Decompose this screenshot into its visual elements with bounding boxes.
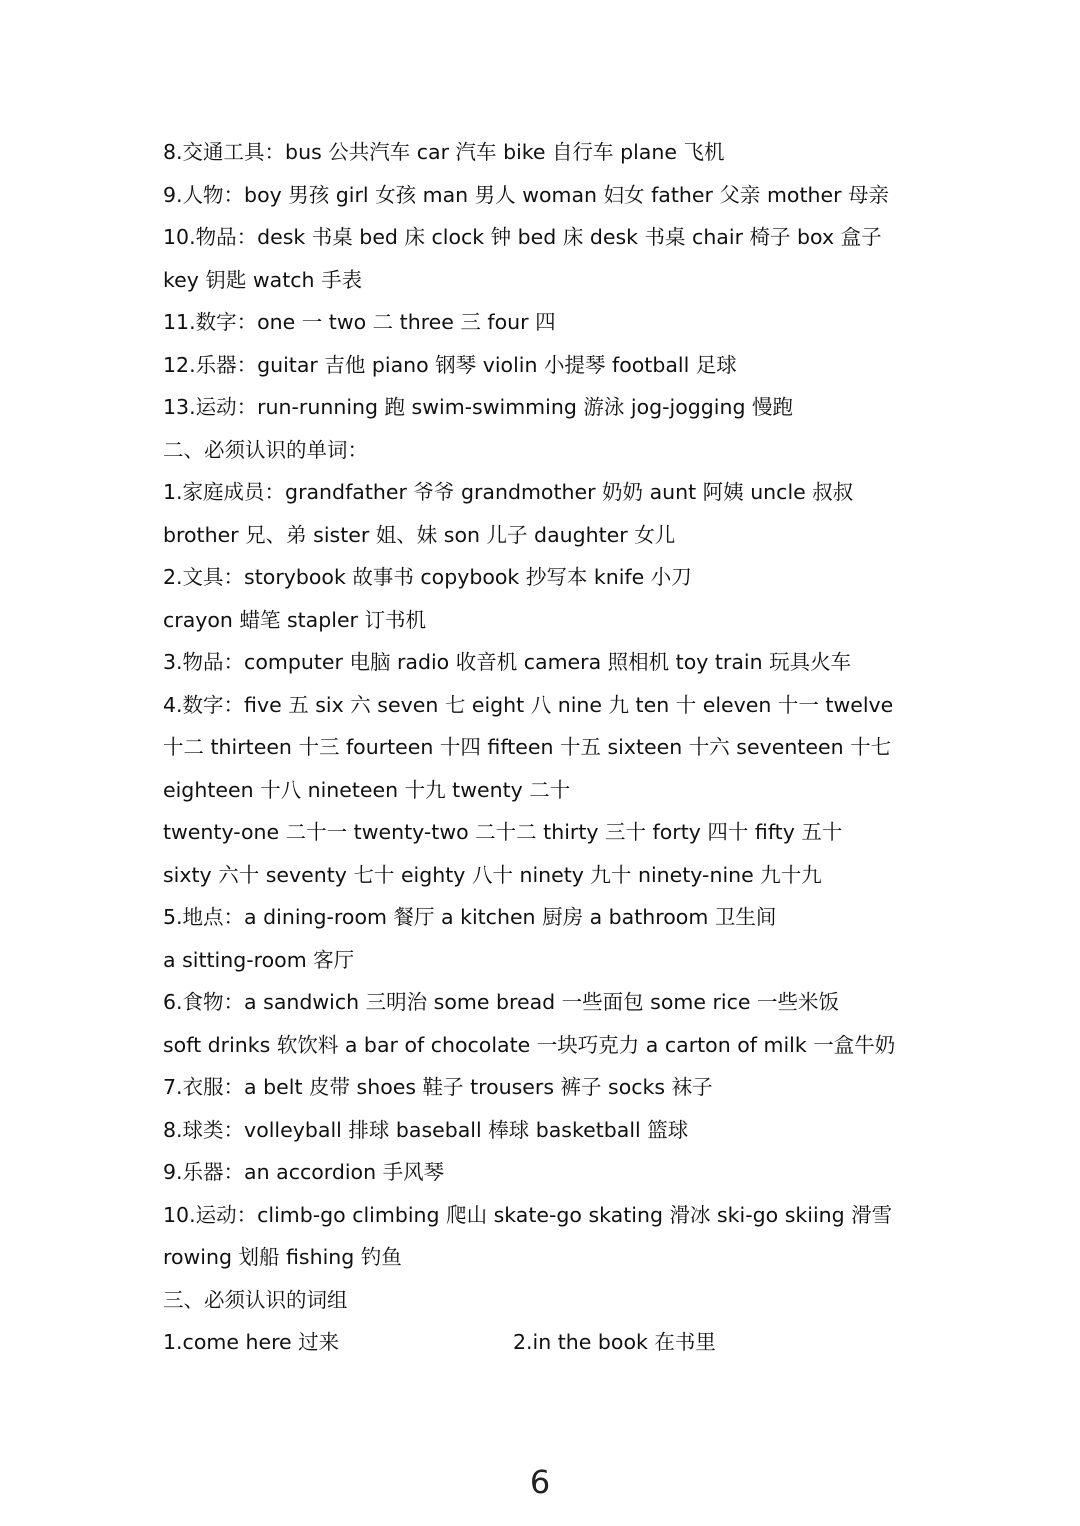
text-line: 10.运动：climb-go climbing 爬山 skate-go skating 滑冰 ski-go skiing 滑雪 xyxy=(163,1202,893,1227)
text-line: soft drinks 软饮料 a bar of chocolate 一块巧克力 a carton of milk 一盒牛奶 xyxy=(163,1032,896,1057)
text-line: key 钥匙 watch 手表 xyxy=(163,267,363,292)
text-line: 13.运动：run-running 跑 swim-swimming 游泳 jog-jogging 慢跑 xyxy=(163,395,794,419)
text-line: 8.交通工具：bus 公共汽车 car 汽车 bike 自行车 plane 飞机 xyxy=(163,140,725,164)
phrase-left: 1.come here 过来 xyxy=(163,1330,340,1354)
text-line: 11.数字：one 一 two 二 three 三 four 四 xyxy=(163,310,556,334)
text-line: 9.乐器：an accordion 手风琴 xyxy=(163,1160,445,1184)
text-line: twenty-one 二十一 twenty-two 二十二 thirty 三十 forty 四十 fifty 五十 xyxy=(163,820,843,844)
text-line: brother 兄、弟 sister 姐、妹 son 儿子 daughter 女儿 xyxy=(163,522,676,547)
page-number: 6 xyxy=(529,1463,551,1501)
text-line: 4.数字：five 五 six 六 seven 七 eight 八 nine 九 ten 十 eleven 十一 twelve xyxy=(163,692,894,717)
text-line: crayon 蜡笔 stapler 订书机 xyxy=(163,607,427,632)
text-line: sixty 六十 seventy 七十 eighty 八十 ninety 九十 ninety-nine 九十九 xyxy=(163,862,822,887)
text-line: 10.物品：desk 书桌 bed 床 clock 钟 bed 床 desk 书桌 chair 椅子 box 盒子 xyxy=(163,225,882,249)
text-line: 1.家庭成员：grandfather 爷爷 grandmother 奶奶 aunt 阿姨 uncle 叔叔 xyxy=(163,480,854,504)
text-line: rowing 划船 fishing 钓鱼 xyxy=(163,1245,402,1269)
section-heading: 三、必须认识的词组 xyxy=(163,1287,348,1312)
text-line: 3.物品：computer 电脑 radio 收音机 camera 照相机 toy train 玩具火车 xyxy=(163,650,852,674)
text-line: a sitting-room 客厅 xyxy=(163,947,355,972)
phrase-row xyxy=(163,1321,923,1364)
text-line: 8.球类：volleyball 排球 baseball 棒球 basketball 篮球 xyxy=(163,1117,689,1142)
text-line: 7.衣服：a belt 皮带 shoes 鞋子 trousers 裤子 socks 袜子 xyxy=(163,1075,713,1099)
text-line: 6.食物：a sandwich 三明治 some bread 一些面包 some rice 一些米饭 xyxy=(163,990,840,1014)
text-line: 5.地点：a dining-room 餐厅 a kitchen 厨房 a bathroom 卫生间 xyxy=(163,905,777,929)
section-heading: 二、必须认识的单词： xyxy=(163,437,368,462)
text-line: 9.人物：boy 男孩 girl 女孩 man 男人 woman 妇女 father 父亲 mother 母亲 xyxy=(163,182,890,207)
text-line: eighteen 十八 nineteen 十九 twenty 二十 xyxy=(163,777,571,802)
vocabulary-list xyxy=(163,131,923,1364)
text-line: 12.乐器：guitar 吉他 piano 钢琴 violin 小提琴 football 足球 xyxy=(163,352,737,377)
text-line: 十二 thirteen 十三 fourteen 十四 fifteen 十五 sixteen 十六 seventeen 十七 xyxy=(163,735,892,759)
text-line: 2.文具：storybook 故事书 copybook 抄写本 knife 小刀 xyxy=(163,565,692,589)
phrase-right: 2.in the book 在书里 xyxy=(513,1330,716,1354)
